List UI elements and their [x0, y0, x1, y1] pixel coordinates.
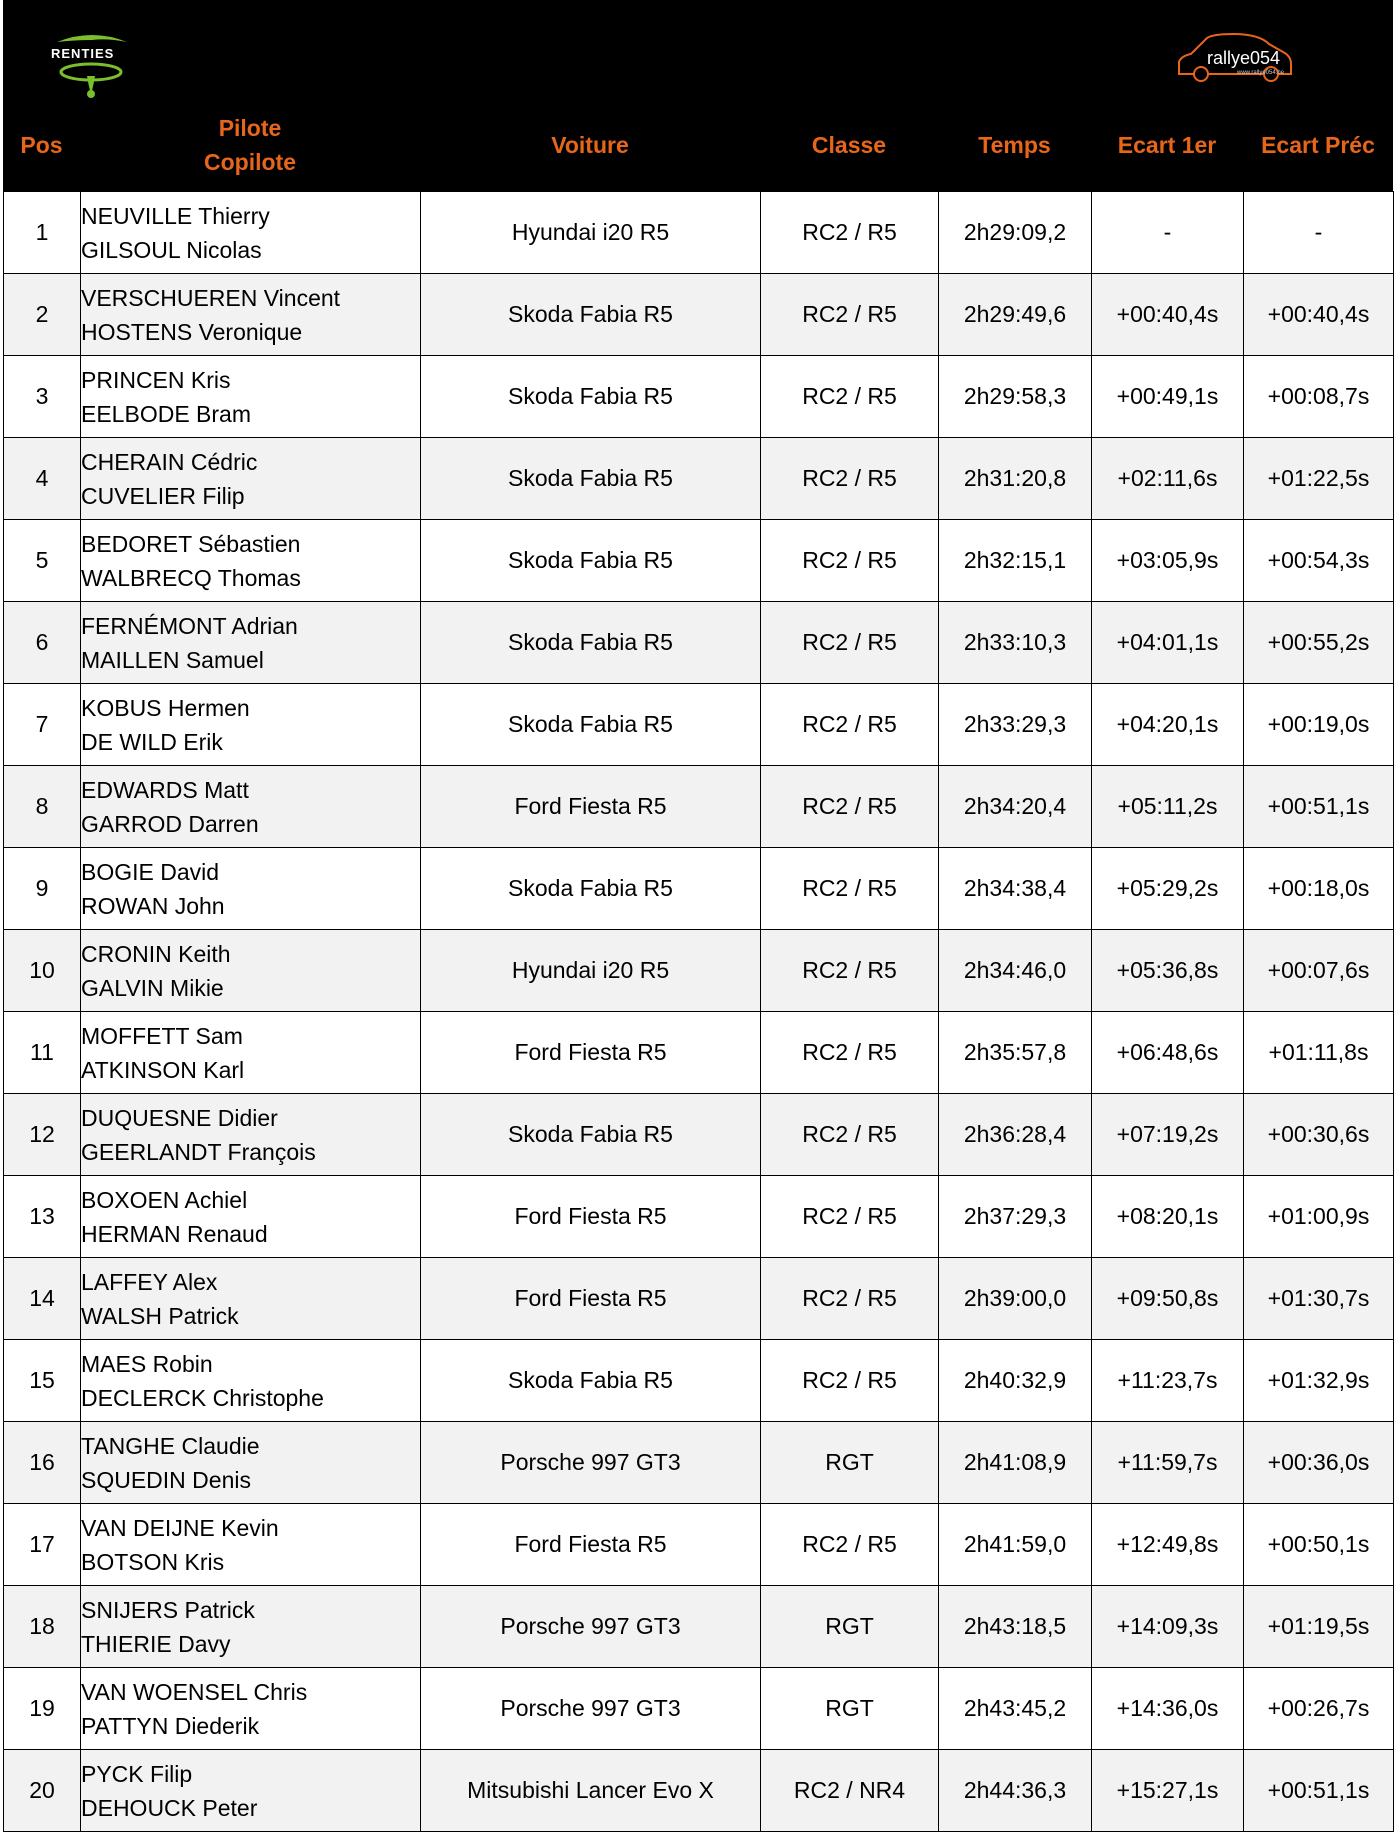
- car-cell: Porsche 997 GT3: [421, 1586, 761, 1668]
- crew-cell: [81, 1340, 421, 1422]
- col-header-classe: Classe: [811, 132, 887, 158]
- pos-cell: 12: [4, 1094, 81, 1176]
- time-cell: 2h29:49,6: [939, 274, 1092, 356]
- copilote-name: ROWAN John: [81, 892, 225, 919]
- copilote-name: DECLERCK Christophe: [81, 1384, 324, 1411]
- pos-cell: 18: [4, 1586, 81, 1668]
- table-row: [4, 520, 1394, 602]
- class-cell: RGT: [761, 1422, 939, 1504]
- copilote-name: CUVELIER Filip: [81, 482, 245, 509]
- table-row: [4, 1750, 1394, 1832]
- gap-first-cell: +09:50,8s: [1092, 1258, 1244, 1340]
- copilote-name: WALBRECQ Thomas: [81, 564, 301, 591]
- pilote-name: VERSCHUEREN Vincent: [81, 284, 341, 311]
- car-cell: Skoda Fabia R5: [421, 438, 761, 520]
- car-cell: Porsche 997 GT3: [421, 1422, 761, 1504]
- class-cell: RGT: [761, 1668, 939, 1750]
- gap-previous-cell: +00:18,0s: [1244, 848, 1394, 930]
- gap-first-cell: -: [1092, 192, 1244, 274]
- pilote-name: PYCK Filip: [81, 1760, 193, 1787]
- gap-previous-cell: +00:51,1s: [1244, 1750, 1394, 1832]
- gap-first-cell: +14:36,0s: [1092, 1668, 1244, 1750]
- gap-previous-cell: +01:22,5s: [1244, 438, 1394, 520]
- copilote-name: EELBODE Bram: [81, 400, 251, 427]
- time-cell: 2h34:20,4: [939, 766, 1092, 848]
- class-cell: RC2 / R5: [761, 192, 939, 274]
- class-cell: RC2 / NR4: [761, 1750, 939, 1832]
- car-cell: Ford Fiesta R5: [421, 1504, 761, 1586]
- table-row: [4, 1586, 1394, 1668]
- rallye054-logo: rallye054 www.rallye054.be: [1173, 30, 1303, 86]
- copilote-name: HOSTENS Veronique: [81, 318, 303, 345]
- class-cell: RC2 / R5: [761, 1258, 939, 1340]
- pos-cell: 19: [4, 1668, 81, 1750]
- class-cell: RC2 / R5: [761, 356, 939, 438]
- copilote-name: BOTSON Kris: [81, 1548, 225, 1575]
- pos-cell: 10: [4, 930, 81, 1012]
- table-row: [4, 1422, 1394, 1504]
- copilote-name: MAILLEN Samuel: [81, 646, 264, 673]
- pos-cell: 8: [4, 766, 81, 848]
- copilote-name: SQUEDIN Denis: [81, 1466, 251, 1493]
- pos-cell: 13: [4, 1176, 81, 1258]
- pilote-name: BOGIE David: [81, 858, 220, 885]
- table-row: [4, 438, 1394, 520]
- col-header-pilote-copilote: [80, 105, 420, 185]
- table-row: [4, 1012, 1394, 1094]
- gap-previous-cell: +00:50,1s: [1244, 1504, 1394, 1586]
- table-row: [4, 1340, 1394, 1422]
- table-row: [4, 1258, 1394, 1340]
- copilote-name: THIERIE Davy: [81, 1630, 231, 1657]
- time-cell: 2h40:32,9: [939, 1340, 1092, 1422]
- time-cell: 2h31:20,8: [939, 438, 1092, 520]
- col-header-copilote: Copilote: [204, 149, 296, 175]
- pilote-name: BOXOEN Achiel: [81, 1186, 248, 1213]
- class-cell: RC2 / R5: [761, 274, 939, 356]
- gap-previous-cell: -: [1244, 192, 1394, 274]
- gap-previous-cell: +00:51,1s: [1244, 766, 1394, 848]
- car-cell: Skoda Fabia R5: [421, 1340, 761, 1422]
- crew-cell: [81, 684, 421, 766]
- gap-previous-cell: +00:08,7s: [1244, 356, 1394, 438]
- crew-cell: [81, 930, 421, 1012]
- time-cell: 2h34:46,0: [939, 930, 1092, 1012]
- gap-previous-cell: +01:19,5s: [1244, 1586, 1394, 1668]
- crew-cell: [81, 1586, 421, 1668]
- gap-previous-cell: +00:55,2s: [1244, 602, 1394, 684]
- copilote-name: WALSH Patrick: [81, 1302, 239, 1329]
- gap-first-cell: +12:49,8s: [1092, 1504, 1244, 1586]
- crew-cell: [81, 438, 421, 520]
- gap-first-cell: +04:01,1s: [1092, 602, 1244, 684]
- pilote-name: SNIJERS Patrick: [81, 1596, 255, 1623]
- time-cell: 2h41:59,0: [939, 1504, 1092, 1586]
- car-cell: Ford Fiesta R5: [421, 1012, 761, 1094]
- gap-previous-cell: +01:32,9s: [1244, 1340, 1394, 1422]
- pilote-name: MAES Robin: [81, 1350, 213, 1377]
- time-cell: 2h36:28,4: [939, 1094, 1092, 1176]
- car-cell: Mitsubishi Lancer Evo X: [421, 1750, 761, 1832]
- table-row: [4, 1668, 1394, 1750]
- col-header-ecart-1er: Ecart 1er: [1117, 132, 1217, 158]
- pos-cell: 16: [4, 1422, 81, 1504]
- gap-previous-cell: +01:30,7s: [1244, 1258, 1394, 1340]
- car-cell: Skoda Fabia R5: [421, 520, 761, 602]
- car-cell: Ford Fiesta R5: [421, 1258, 761, 1340]
- time-cell: 2h41:08,9: [939, 1422, 1092, 1504]
- gap-previous-cell: +00:07,6s: [1244, 930, 1394, 1012]
- crew-cell: [81, 274, 421, 356]
- time-cell: 2h33:10,3: [939, 602, 1092, 684]
- time-cell: 2h44:36,3: [939, 1750, 1092, 1832]
- crew-cell: [81, 1176, 421, 1258]
- pos-cell: 2: [4, 274, 81, 356]
- car-cell: Skoda Fabia R5: [421, 848, 761, 930]
- car-cell: Ford Fiesta R5: [421, 1176, 761, 1258]
- col-header-voiture: Voiture: [551, 132, 629, 158]
- pilote-name: NEUVILLE Thierry: [81, 202, 270, 229]
- pilote-name: PRINCEN Kris: [81, 366, 231, 393]
- crew-cell: [81, 356, 421, 438]
- gap-previous-cell: +01:11,8s: [1244, 1012, 1394, 1094]
- col-header-ecart-prec: Ecart Préc: [1261, 132, 1375, 158]
- copilote-name: ATKINSON Karl: [81, 1056, 245, 1083]
- class-cell: RC2 / R5: [761, 438, 939, 520]
- pos-cell: 9: [4, 848, 81, 930]
- crew-cell: [81, 1094, 421, 1176]
- table-row: [4, 684, 1394, 766]
- crew-cell: [81, 1504, 421, 1586]
- crew-cell: [81, 1422, 421, 1504]
- class-cell: RC2 / R5: [761, 766, 939, 848]
- time-cell: 2h34:38,4: [939, 848, 1092, 930]
- pilote-name: FERNÉMONT Adrian: [81, 612, 298, 639]
- copilote-name: GEERLANDT François: [81, 1138, 316, 1165]
- class-cell: RC2 / R5: [761, 1094, 939, 1176]
- gap-first-cell: +15:27,1s: [1092, 1750, 1244, 1832]
- table-row: [4, 930, 1394, 1012]
- pos-cell: 5: [4, 520, 81, 602]
- class-cell: RC2 / R5: [761, 930, 939, 1012]
- class-cell: RC2 / R5: [761, 520, 939, 602]
- gap-first-cell: +05:29,2s: [1092, 848, 1244, 930]
- table-row: [4, 356, 1394, 438]
- time-cell: 2h43:18,5: [939, 1586, 1092, 1668]
- pos-cell: 3: [4, 356, 81, 438]
- car-cell: Hyundai i20 R5: [421, 930, 761, 1012]
- car-cell: Skoda Fabia R5: [421, 684, 761, 766]
- pos-cell: 15: [4, 1340, 81, 1422]
- time-cell: 2h29:58,3: [939, 356, 1092, 438]
- car-cell: Skoda Fabia R5: [421, 1094, 761, 1176]
- crew-cell: [81, 848, 421, 930]
- gap-first-cell: +05:36,8s: [1092, 930, 1244, 1012]
- gap-first-cell: +03:05,9s: [1092, 520, 1244, 602]
- gap-first-cell: +11:23,7s: [1092, 1340, 1244, 1422]
- pilote-name: BEDORET Sébastien: [81, 530, 301, 557]
- results-body: [4, 192, 1394, 1832]
- copilote-name: DE WILD Erik: [81, 728, 223, 755]
- time-cell: 2h37:29,3: [939, 1176, 1092, 1258]
- table-row: [4, 1094, 1394, 1176]
- car-cell: Skoda Fabia R5: [421, 356, 761, 438]
- time-cell: 2h29:09,2: [939, 192, 1092, 274]
- crew-cell: [81, 766, 421, 848]
- crew-cell: [81, 1668, 421, 1750]
- crew-cell: [81, 1012, 421, 1094]
- pos-cell: 4: [4, 438, 81, 520]
- pilote-name: TANGHE Claudie: [81, 1432, 260, 1459]
- car-cell: Hyundai i20 R5: [421, 192, 761, 274]
- gap-first-cell: +00:40,4s: [1092, 274, 1244, 356]
- pilote-name: VAN WOENSEL Chris: [81, 1678, 308, 1705]
- gap-first-cell: +00:49,1s: [1092, 356, 1244, 438]
- time-cell: 2h35:57,8: [939, 1012, 1092, 1094]
- time-cell: 2h39:00,0: [939, 1258, 1092, 1340]
- pos-cell: 20: [4, 1750, 81, 1832]
- table-row: [4, 192, 1394, 274]
- crew-cell: [81, 1258, 421, 1340]
- class-cell: RC2 / R5: [761, 602, 939, 684]
- table-row: [4, 1176, 1394, 1258]
- gap-first-cell: +11:59,7s: [1092, 1422, 1244, 1504]
- gap-previous-cell: +00:26,7s: [1244, 1668, 1394, 1750]
- gap-first-cell: +14:09,3s: [1092, 1586, 1244, 1668]
- time-cell: 2h32:15,1: [939, 520, 1092, 602]
- gap-first-cell: +02:11,6s: [1092, 438, 1244, 520]
- gap-first-cell: +07:19,2s: [1092, 1094, 1244, 1176]
- pos-cell: 6: [4, 602, 81, 684]
- crew-cell: [81, 1750, 421, 1832]
- crew-cell: [81, 520, 421, 602]
- col-header-pilote: Pilote: [218, 115, 282, 141]
- results-header: [3, 0, 1393, 191]
- pos-cell: 11: [4, 1012, 81, 1094]
- pilote-name: EDWARDS Matt: [81, 776, 249, 803]
- gap-first-cell: +05:11,2s: [1092, 766, 1244, 848]
- table-row: [4, 602, 1394, 684]
- results-table: [3, 191, 1394, 1832]
- crew-cell: [81, 602, 421, 684]
- gap-previous-cell: +01:00,9s: [1244, 1176, 1394, 1258]
- pos-cell: 1: [4, 192, 81, 274]
- copilote-name: PATTYN Diederik: [81, 1712, 260, 1739]
- class-cell: RC2 / R5: [761, 1504, 939, 1586]
- car-cell: Porsche 997 GT3: [421, 1668, 761, 1750]
- pos-cell: 7: [4, 684, 81, 766]
- table-row: [4, 1504, 1394, 1586]
- gap-previous-cell: +00:30,6s: [1244, 1094, 1394, 1176]
- pos-cell: 14: [4, 1258, 81, 1340]
- gap-previous-cell: +00:19,0s: [1244, 684, 1394, 766]
- class-cell: RGT: [761, 1586, 939, 1668]
- pilote-name: MOFFETT Sam: [81, 1022, 243, 1049]
- copilote-name: HERMAN Renaud: [81, 1220, 268, 1247]
- table-row: [4, 766, 1394, 848]
- pilote-name: VAN DEIJNE Kevin: [81, 1514, 279, 1541]
- pilote-name: DUQUESNE Didier: [81, 1104, 278, 1131]
- table-row: [4, 274, 1394, 356]
- pilote-name: LAFFEY Alex: [81, 1268, 218, 1295]
- pos-cell: 17: [4, 1504, 81, 1586]
- time-cell: 2h33:29,3: [939, 684, 1092, 766]
- class-cell: RC2 / R5: [761, 684, 939, 766]
- gap-previous-cell: +00:36,0s: [1244, 1422, 1394, 1504]
- class-cell: RC2 / R5: [761, 1176, 939, 1258]
- gap-first-cell: +04:20,1s: [1092, 684, 1244, 766]
- gap-first-cell: +08:20,1s: [1092, 1176, 1244, 1258]
- class-cell: RC2 / R5: [761, 848, 939, 930]
- crew-cell: [81, 192, 421, 274]
- pilote-name: CRONIN Keith: [81, 940, 231, 967]
- copilote-name: GARROD Darren: [81, 810, 259, 837]
- gap-previous-cell: +00:40,4s: [1244, 274, 1394, 356]
- car-cell: Skoda Fabia R5: [421, 274, 761, 356]
- pilote-name: CHERAIN Cédric: [81, 448, 258, 475]
- gap-previous-cell: +00:54,3s: [1244, 520, 1394, 602]
- table-row: [4, 848, 1394, 930]
- copilote-name: GALVIN Mikie: [81, 974, 224, 1001]
- car-cell: Ford Fiesta R5: [421, 766, 761, 848]
- class-cell: RC2 / R5: [761, 1340, 939, 1422]
- gap-first-cell: +06:48,6s: [1092, 1012, 1244, 1094]
- copilote-name: GILSOUL Nicolas: [81, 236, 262, 263]
- copilote-name: DEHOUCK Peter: [81, 1794, 258, 1821]
- col-header-temps: Temps: [978, 132, 1051, 158]
- car-cell: Skoda Fabia R5: [421, 602, 761, 684]
- class-cell: RC2 / R5: [761, 1012, 939, 1094]
- time-cell: 2h43:45,2: [939, 1668, 1092, 1750]
- col-header-pos: Pos: [20, 132, 63, 158]
- pilote-name: KOBUS Hermen: [81, 694, 250, 721]
- renties-logo: RENTIES: [47, 28, 137, 100]
